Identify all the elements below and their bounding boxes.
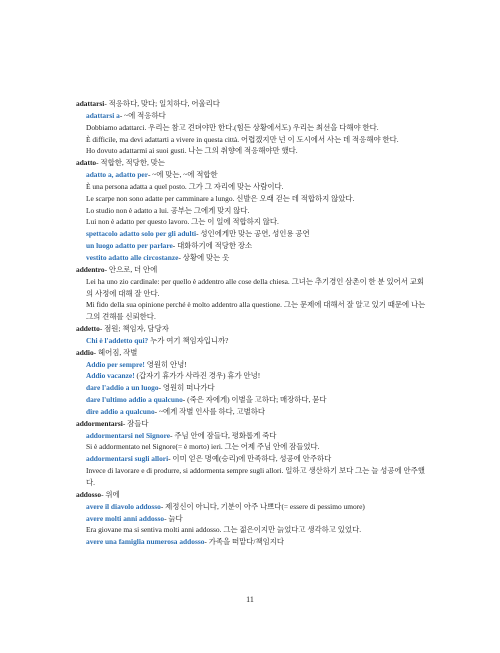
entry-headword-line [76, 347, 428, 359]
dictionary-entry [76, 157, 428, 264]
example-sentence: Invece di lavorare e di produrre, si addormenta sempre sugli allori. 일하고 생산하기 보다 그는 늘 성공에 안주했다. [86, 466, 425, 487]
subentry-line [76, 513, 428, 525]
dictionary-entry [76, 264, 428, 323]
entry-headword-line [76, 264, 428, 276]
korean-meaning: - (죽은 자에게) 이별을 고하다; 매장하다, 묻다 [182, 395, 327, 405]
korean-meaning: - 대화하기에 적당한 장소 [172, 241, 253, 251]
korean-meaning: - 성인에게만 맞는 공연, 성인용 공연 [196, 229, 310, 239]
italian-phrase: dare l'ultimo addio a qualcuno [86, 395, 183, 405]
headword-gloss: - 안으로, 더 안에 [104, 264, 158, 274]
headword-gloss: - 잠들다 [122, 418, 149, 428]
entry-headword-line [76, 418, 428, 430]
example-sentence: Lei ha uno zio cardinale: per quello è addentro alle cose della chiesa. 그녀는 추기경인 삼촌이 한 분 있어서 교회의 사정에 대해 잘 안다. [86, 276, 425, 298]
dictionary-page [76, 98, 428, 548]
italian-phrase: avere molti anni addosso [86, 513, 165, 523]
dictionary-entry [76, 489, 428, 548]
headword: adattarsi [76, 99, 105, 108]
example-sentence: Lo studio non è adatto a lui. 공부는 그에게 맞지 않다. [86, 205, 250, 215]
dictionary-entry [76, 98, 428, 157]
dictionary-entry [76, 323, 428, 347]
example-sentence: Era giovane ma si sentiva molti anni addosso. 그는 젊은이지만 늙었다고 생각하고 있었다. [86, 525, 362, 535]
example-sentence: È difficile, ma devi adattarti a vivere in questa città. 어렵겠지만 넌 이 도시에서 사는 데 적응해야 한다. [86, 134, 399, 144]
korean-meaning: - ~에게 작별 인사를 하다, 고별하다 [154, 406, 266, 416]
subentry-line [76, 536, 428, 548]
page-number: 11 [246, 595, 254, 604]
subentry-line [76, 370, 428, 382]
korean-meaning: (갑자기 휴가가 사라진 경우) 휴가 안녕! [134, 371, 261, 381]
entry-headword-line [76, 98, 428, 110]
italian-phrase: vestito adatto alle circostanze [86, 252, 179, 262]
example-sentence: Si è addormentato nel Signore(= è morto) ieri. 그는 어제 주님 안에 잠들었다. [86, 442, 320, 452]
headword: addentro [76, 264, 105, 274]
entry-headword-line [76, 157, 428, 169]
subentry-line [76, 453, 428, 465]
headword-gloss: - 점원; 책임자, 담당자 [99, 324, 169, 334]
korean-meaning: - 영원히 떠나가다 [158, 383, 215, 393]
subentry-line [76, 228, 428, 240]
subentry-line [76, 382, 428, 394]
headword: adatto [76, 158, 97, 168]
italian-phrase: dare l'addio a un luogo [86, 383, 159, 393]
italian-phrase: adattarsi a [86, 110, 120, 120]
subentry-line [76, 394, 428, 406]
headword: addormentarsi [76, 418, 123, 428]
korean-meaning: - 주님 안에 잠들다, 평화롭게 죽다 [170, 430, 277, 440]
italian-phrase: Addio per sempre! [86, 359, 145, 369]
subentry-line [76, 252, 428, 264]
headword: addetto [76, 324, 100, 334]
headword-gloss: - 위에 [101, 489, 120, 499]
subentry-line [76, 430, 428, 442]
dictionary-entry [76, 347, 428, 418]
korean-meaning: - 제정신이 아니다, 기분이 아주 나쁘다(= essere di pessimo umore) [160, 501, 365, 511]
subentry-line [76, 501, 428, 513]
example-sentence: Lui non è adatto per questo lavoro. 그는 이 일에 적합하지 않다. [86, 217, 279, 227]
entry-headword-line [76, 489, 428, 501]
italian-phrase: avere il diavolo addosso [86, 501, 161, 511]
headword: addio [76, 347, 94, 357]
entry-headword-line [76, 323, 428, 335]
subentry-line [76, 110, 428, 122]
example-sentence: Ho dovuto adattarmi ai suoi gusti. 나는 그의 취향에 적응해야만 했다. [86, 146, 298, 156]
example-sentence: Mi fido della sua opinione perché è molto addentro alla questione. 그는 문제에 대해서 잘 알고 있기 때문에 나는 그의 견해를 신뢰한다. [86, 300, 426, 322]
korean-meaning: - ~에 맞는, ~에 적합한 [148, 170, 218, 180]
example-sentence: È una persona adatta a quel posto. 그가 그 자리에 맞는 사람이다. [86, 181, 284, 191]
example-sentence: Dobbiamo adattarci. 우리는 참고 견뎌야만 한다.(힘든 상황에서도) 우리는 최선을 다해야 한다. [86, 122, 379, 132]
korean-meaning: - 이미 얻은 명예(승리)에 만족하다, 성공에 안주하다 [168, 454, 332, 464]
dictionary-entry [76, 418, 428, 489]
italian-phrase: Addio vacanze! [86, 371, 135, 381]
italian-phrase: un luogo adatto per parlare [86, 241, 173, 251]
subentry-line [76, 359, 428, 371]
headword-gloss: - 적합한, 적당한, 맞는 [96, 158, 165, 168]
example-sentence: Le scarpe non sono adatte per camminare a lungo. 신발은 오래 걷는 데 적합하지 않았다. [86, 193, 355, 203]
italian-phrase: dire addio a qualcuno [86, 406, 155, 416]
headword-gloss: - 헤어짐, 작별 [93, 347, 138, 357]
korean-meaning: 누가 여기 책임자입니까? [148, 335, 229, 345]
italian-phrase: avere una famiglia numerosa addosso [86, 537, 205, 547]
korean-meaning: - 가족을 떠맡다/책임지다 [204, 537, 285, 547]
korean-meaning: 영원히 안녕! [144, 359, 187, 369]
subentry-line [76, 169, 428, 181]
headword-gloss: - 적응하다, 맞다; 일치하다, 어울리다 [104, 99, 220, 108]
italian-phrase: Chi è l'addetto qui? [86, 335, 149, 345]
subentry-line [76, 335, 428, 347]
subentry-line [76, 240, 428, 252]
italian-phrase: addormentarsi nel Signore [86, 430, 171, 440]
korean-meaning: - 상황에 맞는 옷 [178, 252, 230, 262]
italian-phrase: adatto a, adatto per [86, 170, 148, 180]
korean-meaning: - 늙다 [164, 513, 183, 523]
italian-phrase: spettacolo adatto solo per gli adulti [86, 229, 197, 239]
italian-phrase: addormentarsi sugli allori [86, 454, 169, 464]
subentry-line [76, 406, 428, 418]
korean-meaning: - ~에 적응하다 [119, 110, 166, 120]
headword: addosso [76, 489, 102, 499]
